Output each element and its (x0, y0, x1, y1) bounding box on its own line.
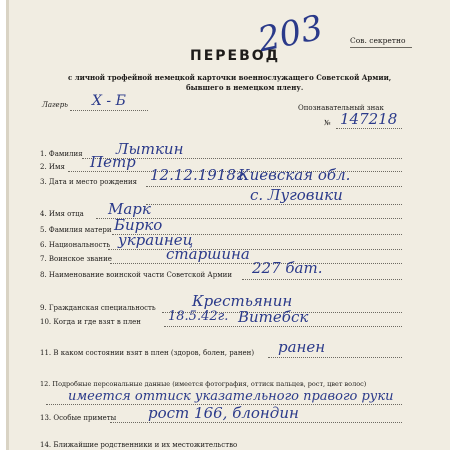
field-9-value: Крестьянин (192, 292, 293, 310)
field-10-label: 10. Когда и где взят в плен (40, 318, 141, 326)
field-4-label: 4. Имя отца (40, 210, 84, 218)
field-10-line (164, 326, 402, 327)
handwritten-number: 203 (254, 7, 327, 61)
field-3-label: 3. Дата и место рождения (40, 178, 138, 186)
document-page (6, 0, 450, 450)
secret-mark: Сов. секретно (350, 36, 406, 45)
field-3-value-village: с. Луговики (250, 186, 343, 204)
field-1-value: Лыткин (116, 140, 184, 158)
id-tag-line (336, 128, 402, 129)
field-12-label: 12. Подробные персональные данные (имеется фотография, оттиск пальцев, рост, цвет волос) (40, 380, 367, 388)
field-6-value: украинец (118, 231, 194, 249)
field-10-value-place: Витебск (238, 308, 309, 326)
field-6-line (108, 249, 402, 250)
field-11-line (268, 357, 402, 358)
field-5-value: Бирко (114, 216, 163, 234)
id-tag-number-label: № (324, 119, 331, 127)
document-subtitle-2: бывшего в немецком плену. (186, 83, 304, 92)
id-tag-value: 147218 (340, 110, 398, 128)
field-13-value: рост 166, блондин (148, 404, 299, 422)
camp-value: X - Б (92, 93, 126, 109)
field-13-label: 13. Особые приметы (40, 414, 117, 422)
field-4-value: Марк (108, 200, 151, 218)
field-8-line (242, 279, 402, 280)
field-12-value: имеется оттиск указательного правого руки (68, 389, 394, 404)
field-11-value: ранен (278, 338, 326, 356)
camp-line (70, 110, 148, 111)
field-3-line-2 (146, 204, 402, 205)
field-2-label: 2. Имя (40, 163, 65, 171)
field-14-label: 14. Ближайшие родственники и их местожительство (40, 441, 238, 449)
id-tag-label: Опознавательный знак (298, 104, 384, 112)
camp-label: Лагерь (42, 101, 68, 109)
secret-underline (350, 47, 412, 48)
field-5-label: 5. Фамилия матери (40, 226, 112, 234)
field-8-label: 8. Наименование воинской части Советской Армии (40, 271, 232, 279)
field-3-value: 12.12.1918г. (150, 166, 249, 184)
field-13-line (110, 422, 402, 423)
page-edge (6, 0, 9, 450)
document-subtitle-1: с личной трофейной немецкой карточки военнослужащего Советской Армии, (68, 73, 392, 82)
field-1-label: 1. Фамилия (40, 150, 83, 158)
field-10-value: 18.5.42г. (168, 309, 229, 324)
field-8-value: 227 бат. (252, 259, 323, 277)
field-3-value-region: Киевская обл. (238, 166, 351, 184)
field-11-label: 11. В каком состоянии взят в плен (здоров, болен, ранен) (40, 349, 255, 357)
field-2-value: Петр (90, 153, 136, 171)
field-6-label: 6. Национальность (40, 241, 111, 249)
field-7-value: старшина (166, 245, 250, 263)
field-9-label: 9. Гражданская специальность (40, 304, 156, 312)
field-7-label: 7. Воинское звание (40, 255, 112, 263)
document-title: ПЕРЕВОД (190, 48, 281, 64)
